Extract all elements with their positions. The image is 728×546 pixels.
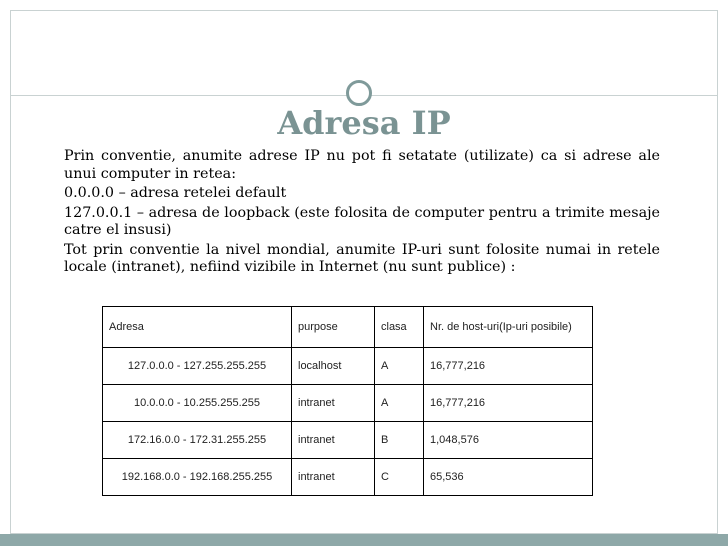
paragraph-loopback: 127.0.0.1 – adresa de loopback (este folosita de computer pentru a trimite mesaje catre el insusi) — [64, 204, 660, 238]
table-row — [103, 385, 593, 422]
paragraph-intranet: Tot prin conventie la nivel mondial, anumite IP-uri sunt folosite numai in retele locale (intranet), nefiind vizibile in Internet (nu sunt publice) : — [64, 241, 660, 275]
cell-host-count: 16,777,216 — [424, 385, 593, 422]
header-adresa: Adresa — [103, 307, 292, 348]
table-row — [103, 348, 593, 385]
slide-title: Adresa IP — [277, 104, 451, 142]
cell-address-range: 192.168.0.0 - 192.168.255.255 — [103, 459, 292, 496]
table-row — [103, 422, 593, 459]
cell-address-range: 127.0.0.0 - 127.255.255.255 — [103, 348, 292, 385]
slide-body — [64, 148, 660, 279]
cell-class: C — [375, 459, 424, 496]
cell-purpose: intranet — [292, 385, 375, 422]
paragraph-default-address: 0.0.0.0 – adresa retelei default — [64, 185, 287, 201]
cell-host-count: 1,048,576 — [424, 422, 593, 459]
paragraph-convention: Prin conventie, anumite adrese IP nu pot fi setatate (utilizate) ca si adrese ale unui computer in retea: — [64, 148, 660, 182]
cell-purpose: intranet — [292, 422, 375, 459]
cell-class: A — [375, 385, 424, 422]
cell-address-range: 10.0.0.0 - 10.255.255.255 — [103, 385, 292, 422]
circle-ornament-icon — [346, 80, 372, 106]
table-header-row — [103, 307, 593, 348]
bottom-accent-bar — [0, 534, 728, 546]
ip-ranges-table — [102, 306, 593, 496]
header-purpose: purpose — [292, 307, 375, 348]
cell-host-count: 16,777,216 — [424, 348, 593, 385]
cell-address-range: 172.16.0.0 - 172.31.255.255 — [103, 422, 292, 459]
cell-class: B — [375, 422, 424, 459]
table-row — [103, 459, 593, 496]
cell-purpose: intranet — [292, 459, 375, 496]
cell-host-count: 65,536 — [424, 459, 593, 496]
cell-purpose: localhost — [292, 348, 375, 385]
header-clasa: clasa — [375, 307, 424, 348]
header-host-count: Nr. de host-uri(Ip-uri posibile) — [424, 307, 593, 348]
cell-class: A — [375, 348, 424, 385]
